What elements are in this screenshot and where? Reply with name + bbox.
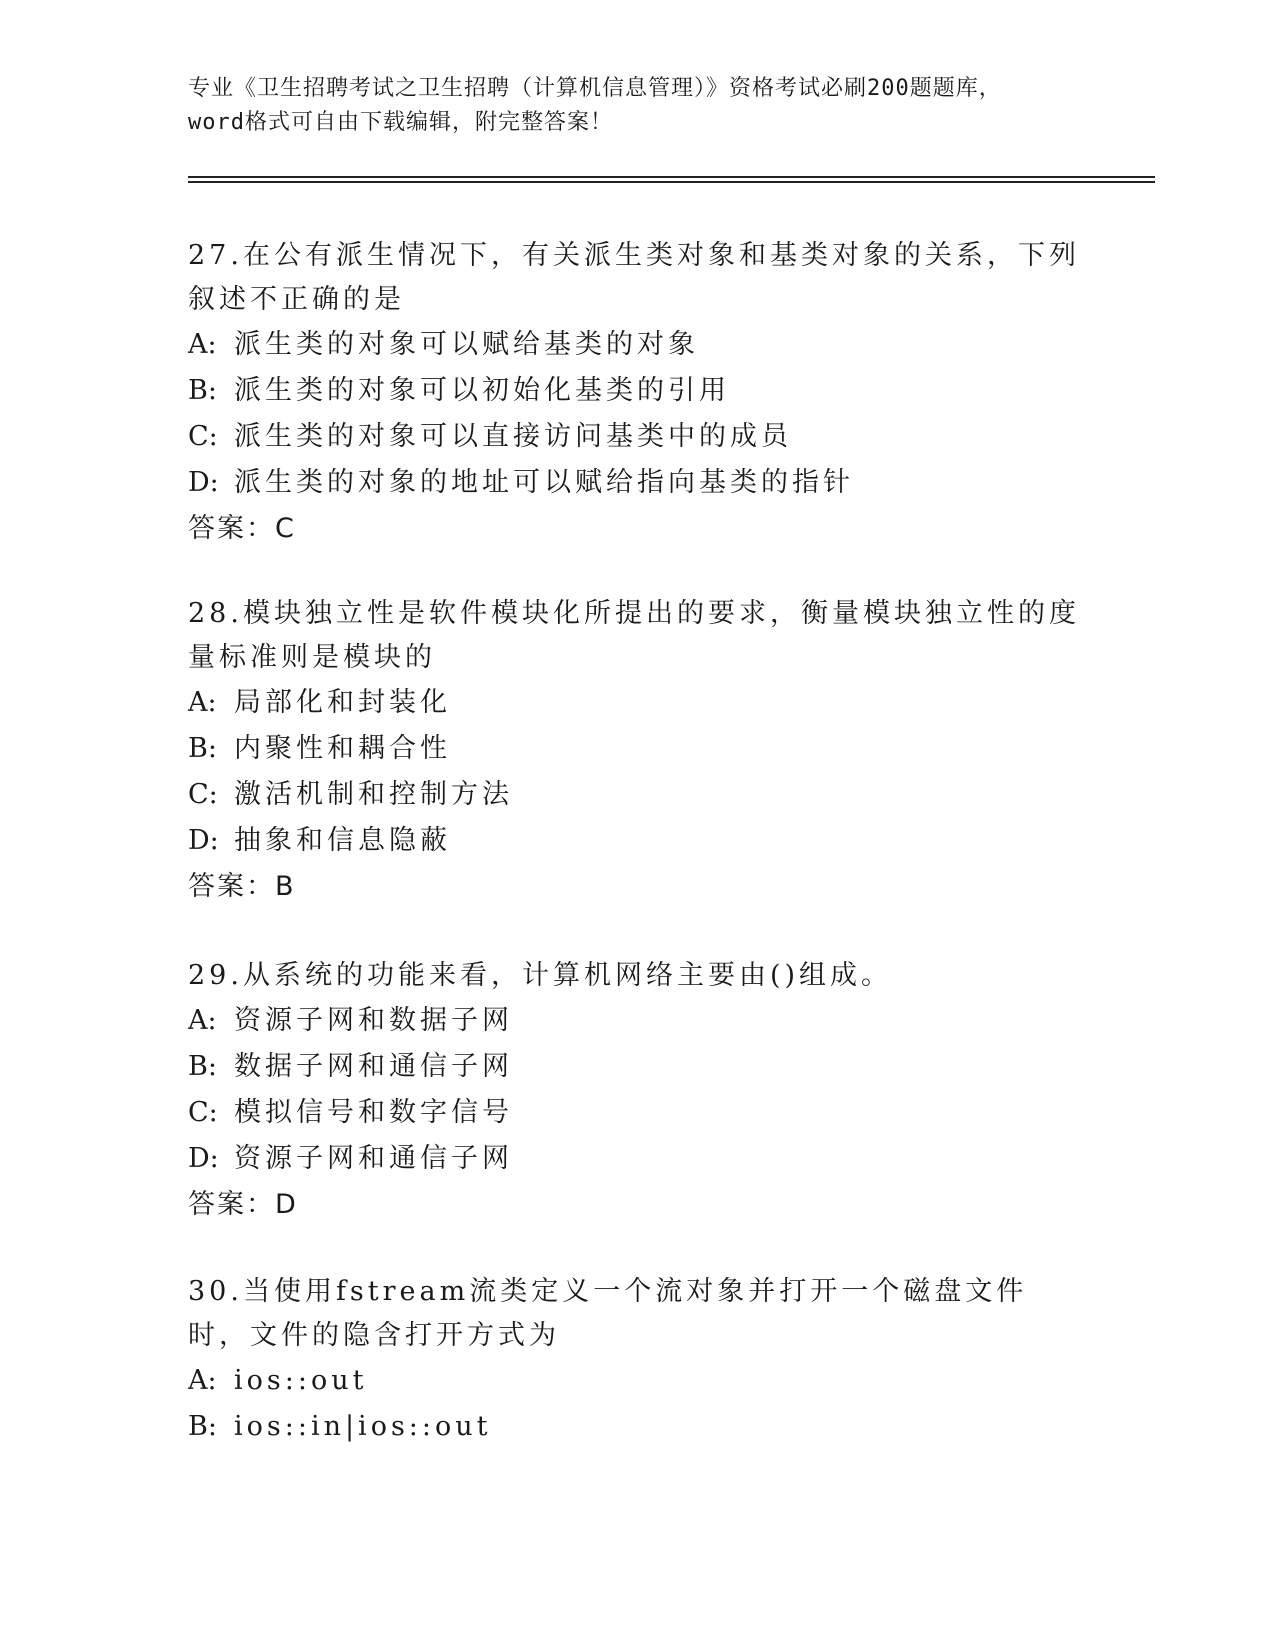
document-header — [188, 72, 1088, 140]
option-c — [188, 414, 1088, 460]
answer: 答案：B — [188, 871, 296, 902]
option-text: 抽象和信息隐蔽 — [234, 825, 451, 856]
option-text: 派生类的对象的地址可以赋给指向基类的指针 — [234, 467, 854, 498]
option-text: ios::out — [234, 1365, 368, 1396]
option-c — [188, 772, 1088, 818]
option-a — [188, 322, 1088, 368]
option-text: 激活机制和控制方法 — [234, 779, 513, 810]
option-text: 派生类的对象可以赋给基类的对象 — [234, 329, 699, 360]
option-label: B: — [188, 733, 217, 764]
option-label: D: — [188, 467, 219, 498]
option-text: 派生类的对象可以直接访问基类中的成员 — [234, 421, 792, 452]
question-29 — [188, 954, 1088, 1228]
option-text: 模拟信号和数字信号 — [234, 1097, 513, 1128]
option-text: 内聚性和耦合性 — [234, 733, 451, 764]
option-d — [188, 818, 1088, 864]
option-d — [188, 460, 1088, 506]
header-divider-bottom — [188, 181, 1155, 183]
option-d — [188, 1136, 1088, 1182]
option-label: C: — [188, 421, 218, 452]
question-stem: 28.模块独立性是软件模块化所提出的要求，衡量模块独立性的度量标准则是模块的 — [188, 598, 1080, 673]
option-b — [188, 368, 1088, 414]
option-label: B: — [188, 375, 217, 406]
option-a — [188, 1358, 1088, 1404]
option-b — [188, 726, 1088, 772]
option-text: 资源子网和通信子网 — [234, 1143, 513, 1174]
option-label: C: — [188, 779, 218, 810]
option-c — [188, 1090, 1088, 1136]
header-line-1: 专业《卫生招聘考试之卫生招聘（计算机信息管理）》资格考试必刷200题题库， — [188, 76, 1002, 101]
question-stem: 27.在公有派生情况下，有关派生类对象和基类对象的关系，下列叙述不正确的是 — [188, 240, 1080, 315]
option-a — [188, 998, 1088, 1044]
answer: 答案：C — [188, 513, 296, 544]
option-label: D: — [188, 825, 219, 856]
option-label: A: — [188, 1365, 217, 1396]
option-label: D: — [188, 1143, 219, 1174]
option-label: C: — [188, 1097, 218, 1128]
option-b — [188, 1044, 1088, 1090]
option-text: 数据子网和通信子网 — [234, 1051, 513, 1082]
option-text: 派生类的对象可以初始化基类的引用 — [234, 375, 730, 406]
option-label: B: — [188, 1051, 217, 1082]
answer: 答案：D — [188, 1189, 298, 1220]
option-label: A: — [188, 329, 217, 360]
option-label: B: — [188, 1411, 217, 1442]
question-27 — [188, 234, 1088, 552]
question-stem: 29.从系统的功能来看，计算机网络主要由()组成。 — [188, 960, 893, 991]
option-label: A: — [188, 687, 217, 718]
question-30 — [188, 1270, 1088, 1450]
header-line-2: word格式可自由下载编辑，附完整答案！ — [188, 110, 613, 135]
option-text: ios::in|ios::out — [234, 1411, 492, 1442]
option-text: 局部化和封装化 — [234, 687, 451, 718]
question-stem: 30.当使用fstream流类定义一个流对象并打开一个磁盘文件时，文件的隐含打开方式为 — [188, 1276, 1028, 1351]
option-label: A: — [188, 1005, 217, 1036]
question-28 — [188, 592, 1088, 910]
option-text: 资源子网和数据子网 — [234, 1005, 513, 1036]
option-b — [188, 1404, 1088, 1450]
option-a — [188, 680, 1088, 726]
header-divider-top — [188, 176, 1155, 178]
